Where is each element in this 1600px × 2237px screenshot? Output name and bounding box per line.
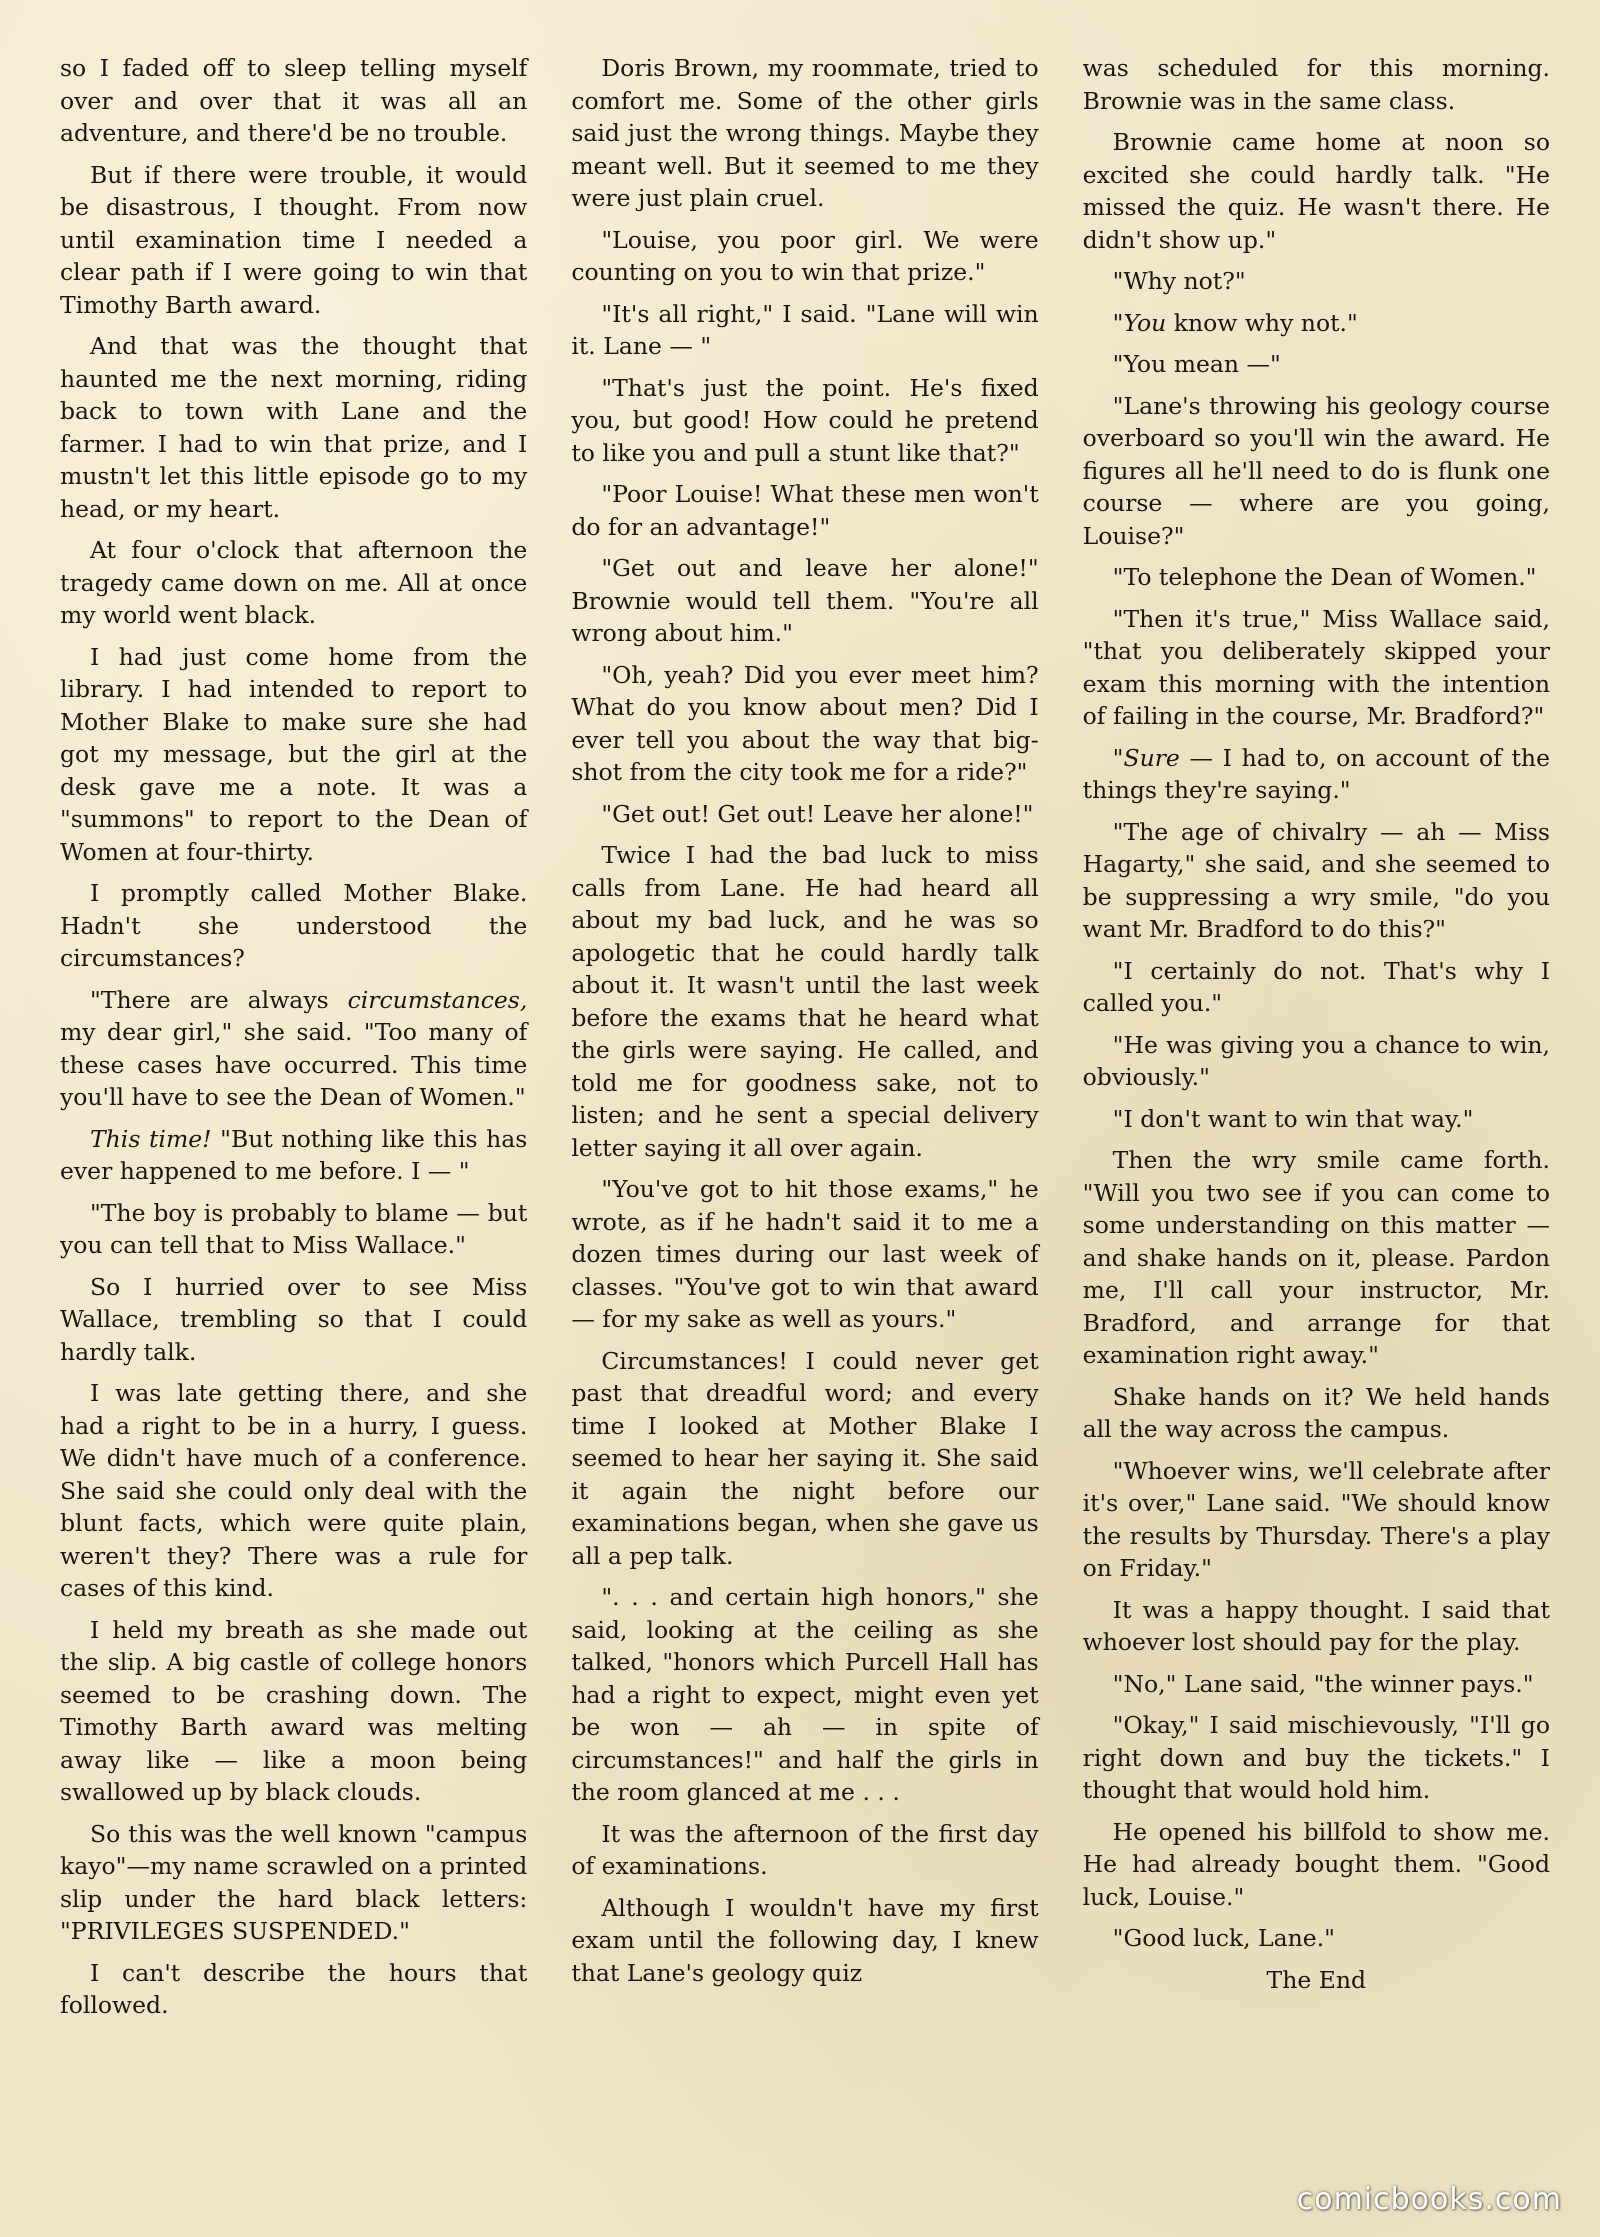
paragraph: I promptly called Mother Blake. Hadn't she understood the circumstances? bbox=[60, 879, 528, 972]
column-1 bbox=[60, 52, 527, 2182]
text-columns bbox=[60, 52, 1550, 2182]
paragraph-text: " bbox=[1112, 743, 1124, 772]
paragraph: "Poor Louise! What these men won't do for an advantage!" bbox=[571, 480, 1039, 541]
site-watermark: comicbooks.com bbox=[1296, 2182, 1562, 2217]
paragraph-text: "There are always bbox=[90, 985, 348, 1014]
paragraph: So this was the well known "campus kayo"—my name scrawled on a printed slip under the hard black letters: "PRIVILEGES SUSPENDED." bbox=[60, 1819, 528, 1945]
paragraph: "I don't want to win that way." bbox=[1112, 1104, 1474, 1133]
paragraph: At four o'clock that afternoon the tragedy came down on me. All at once my world went black. bbox=[60, 536, 528, 629]
paragraph-text: — I had to, on account of the things they're saying." bbox=[1082, 743, 1550, 804]
paragraph: "Get out and leave her alone!" Brownie would tell them. "You're all wrong about him." bbox=[571, 554, 1039, 647]
paragraph: "Lane's throwing his geology course overboard so you'll win the award. He figures all he'll need to do is flunk one course — where are you going, Louise?" bbox=[1082, 391, 1550, 550]
paragraph: I had just come home from the library. I had intended to report to Mother Blake to make sure she had got my message, but the girl at the desk gave me a note. It was a "summons" to report to the Dean of Women at four-thirty. bbox=[60, 642, 528, 866]
paragraph: "That's just the point. He's fixed you, but good! How could he pretend to like you and pull a stunt like that?" bbox=[571, 373, 1039, 467]
paragraph bbox=[60, 1123, 527, 1188]
paragraph: "The age of chivalry — ah — Miss Hagarty," she said, and she seemed to be suppressing a wry smile, "do you want Mr. Bradford to do this?" bbox=[1082, 817, 1550, 943]
paragraph: And that was the thought that haunted me the next morning, riding back to town with Lane and the farmer. I had to win that prize, and I mustn't let this little episode go to my head, or my heart. bbox=[60, 332, 528, 523]
paragraph: "Oh, yeah? Did you ever meet him? What do you know about men? Did I ever tell you about the way that big-shot from the city took me for a ride?" bbox=[571, 660, 1039, 786]
emphasized-text: circumstances, bbox=[347, 985, 528, 1014]
paragraph bbox=[1083, 307, 1550, 340]
paragraph: It was the afternoon of the first day of examinations. bbox=[571, 1819, 1039, 1880]
paragraph: Circumstances! I could never get past that dreadful word; and every time I looked at Mother Blake I seemed to hear her saying it. She said it again the night before our examinations began, when she gave us all a pep talk. bbox=[571, 1346, 1039, 1570]
column-3 bbox=[1083, 52, 1550, 2182]
paragraph: Twice I had the bad luck to miss calls from Lane. He had heard all about my bad luck, and he was so apologetic that he could hardly talk about it. It wasn't until the last week before the exams that he heard what the girls were saying. He called, and told me for goodness sake, not to listen; and he sent a special delivery letter saying it all over again. bbox=[571, 841, 1039, 1162]
paragraph: "I certainly do not. That's why I called you." bbox=[1082, 956, 1550, 1017]
paragraph-text: my dear girl," she said. "Too many of these cases have occurred. This time you'll have to see the Dean of Women." bbox=[60, 1018, 528, 1111]
paragraph: "Then it's true," Miss Wallace said, "that you deliberately skipped your exam this morning with the intention of failing in the course, Mr. Bradford?" bbox=[1082, 604, 1550, 730]
paragraph: I was late getting there, and she had a right to be in a hurry, I guess. We didn't have much of a conference. She said she could only deal with the blunt facts, which were quite plain, weren't they? There was a rule for cases of this kind. bbox=[60, 1379, 528, 1602]
paragraph-text: know why not." bbox=[1166, 308, 1358, 337]
paragraph: Doris Brown, my roommate, tried to comfort me. Some of the other girls said just the wrong things. Maybe they meant well. But it seemed to me they were just plain cruel. bbox=[571, 54, 1039, 212]
paragraph: Then the wry smile came forth. "Will you two see if you can come to some understanding on this matter — and shake hands on it, please. Pardon me, I'll call your instructor, Mr. Bradford, and arrange for that examination right away." bbox=[1082, 1146, 1550, 1369]
paragraph: Although I wouldn't have my first exam until the following day, I knew that Lane's geology quiz bbox=[571, 1893, 1039, 1987]
paragraph: "He was giving you a chance to win, obviously." bbox=[1082, 1030, 1550, 1091]
paragraph: "Louise, you poor girl. We were counting on you to win that prize." bbox=[571, 225, 1039, 286]
paragraph bbox=[60, 984, 527, 1114]
emphasized-text: This time! bbox=[90, 1124, 212, 1153]
paragraph: He opened his billfold to show me. He had already bought them. "Good luck, Louise." bbox=[1082, 1817, 1550, 1911]
paragraph: I can't describe the hours that followed. bbox=[60, 1958, 528, 2019]
paragraph: "Okay," I said mischievously, "I'll go right down and buy the tickets." I thought that would hold him. bbox=[1082, 1711, 1550, 1804]
paragraph: "No," Lane said, "the winner pays." bbox=[1112, 1669, 1534, 1698]
paragraph: "It's all right," I said. "Lane will win it. Lane — " bbox=[571, 299, 1039, 360]
paragraph: "Good luck, Lane." bbox=[1112, 1924, 1335, 1952]
paragraph: "You mean —" bbox=[1112, 350, 1281, 378]
paragraph: So I hurried over to see Miss Wallace, trembling so that I could hardly talk. bbox=[60, 1272, 528, 1366]
paragraph bbox=[1083, 742, 1550, 807]
paragraph: so I faded off to sleep telling myself over and over that it was all an adventure, and there'd be no trouble. bbox=[60, 54, 528, 147]
paragraph: "You've got to hit those exams," he wrote, as if he hadn't said it to me a dozen times during our last week of classes. "You've got to win that award — for my sake as well as yours." bbox=[571, 1175, 1039, 1333]
column-2 bbox=[571, 52, 1038, 2182]
paragraph: I held my breath as she made out the slip. A big castle of college honors seemed to be crashing down. The Timothy Barth award was melting away like — like a moon being swallowed up by black clouds. bbox=[60, 1615, 528, 1806]
paragraph: "Why not?" bbox=[1112, 267, 1246, 295]
paragraph: Brownie came home at noon so excited she could hardly talk. "He missed the quiz. He wasn't there. He didn't show up." bbox=[1082, 128, 1550, 254]
emphasized-text: You bbox=[1123, 308, 1167, 337]
paragraph: "Get out! Get out! Leave her alone!" bbox=[601, 799, 1034, 828]
paragraph-text: "But nothing like this has ever happened to me before. I — " bbox=[60, 1124, 528, 1185]
paragraph: "To telephone the Dean of Women." bbox=[1112, 563, 1537, 591]
paragraph: ". . . and certain high honors," she said, looking at the ceiling as she talked, "honors which Purcell Hall has had a right to expect, might even yet be won — ah — in spite of circumstances!" and half the girls in the room glanced at me . . . bbox=[571, 1583, 1039, 1806]
paragraph-text: " bbox=[1112, 308, 1124, 337]
paragraph: It was a happy thought. I said that whoever lost should pay for the play. bbox=[1082, 1595, 1550, 1656]
paragraph: Shake hands on it? We held hands all the way across the campus. bbox=[1082, 1382, 1550, 1443]
emphasized-text: Sure bbox=[1123, 743, 1180, 772]
paragraph: was scheduled for this morning. Brownie was in the same class. bbox=[1082, 54, 1550, 115]
paragraph: But if there were trouble, it would be disastrous, I thought. From now until examination time I needed a clear path if I were going to win that Timothy Barth award. bbox=[60, 160, 528, 319]
paragraph: "Whoever wins, we'll celebrate after it's over," Lane said. "We should know the results by Thursday. There's a play on Friday." bbox=[1082, 1456, 1550, 1582]
paragraph: "The boy is probably to blame — but you can tell that to Miss Wallace." bbox=[60, 1198, 528, 1259]
paragraph: The End bbox=[1266, 1965, 1367, 1994]
